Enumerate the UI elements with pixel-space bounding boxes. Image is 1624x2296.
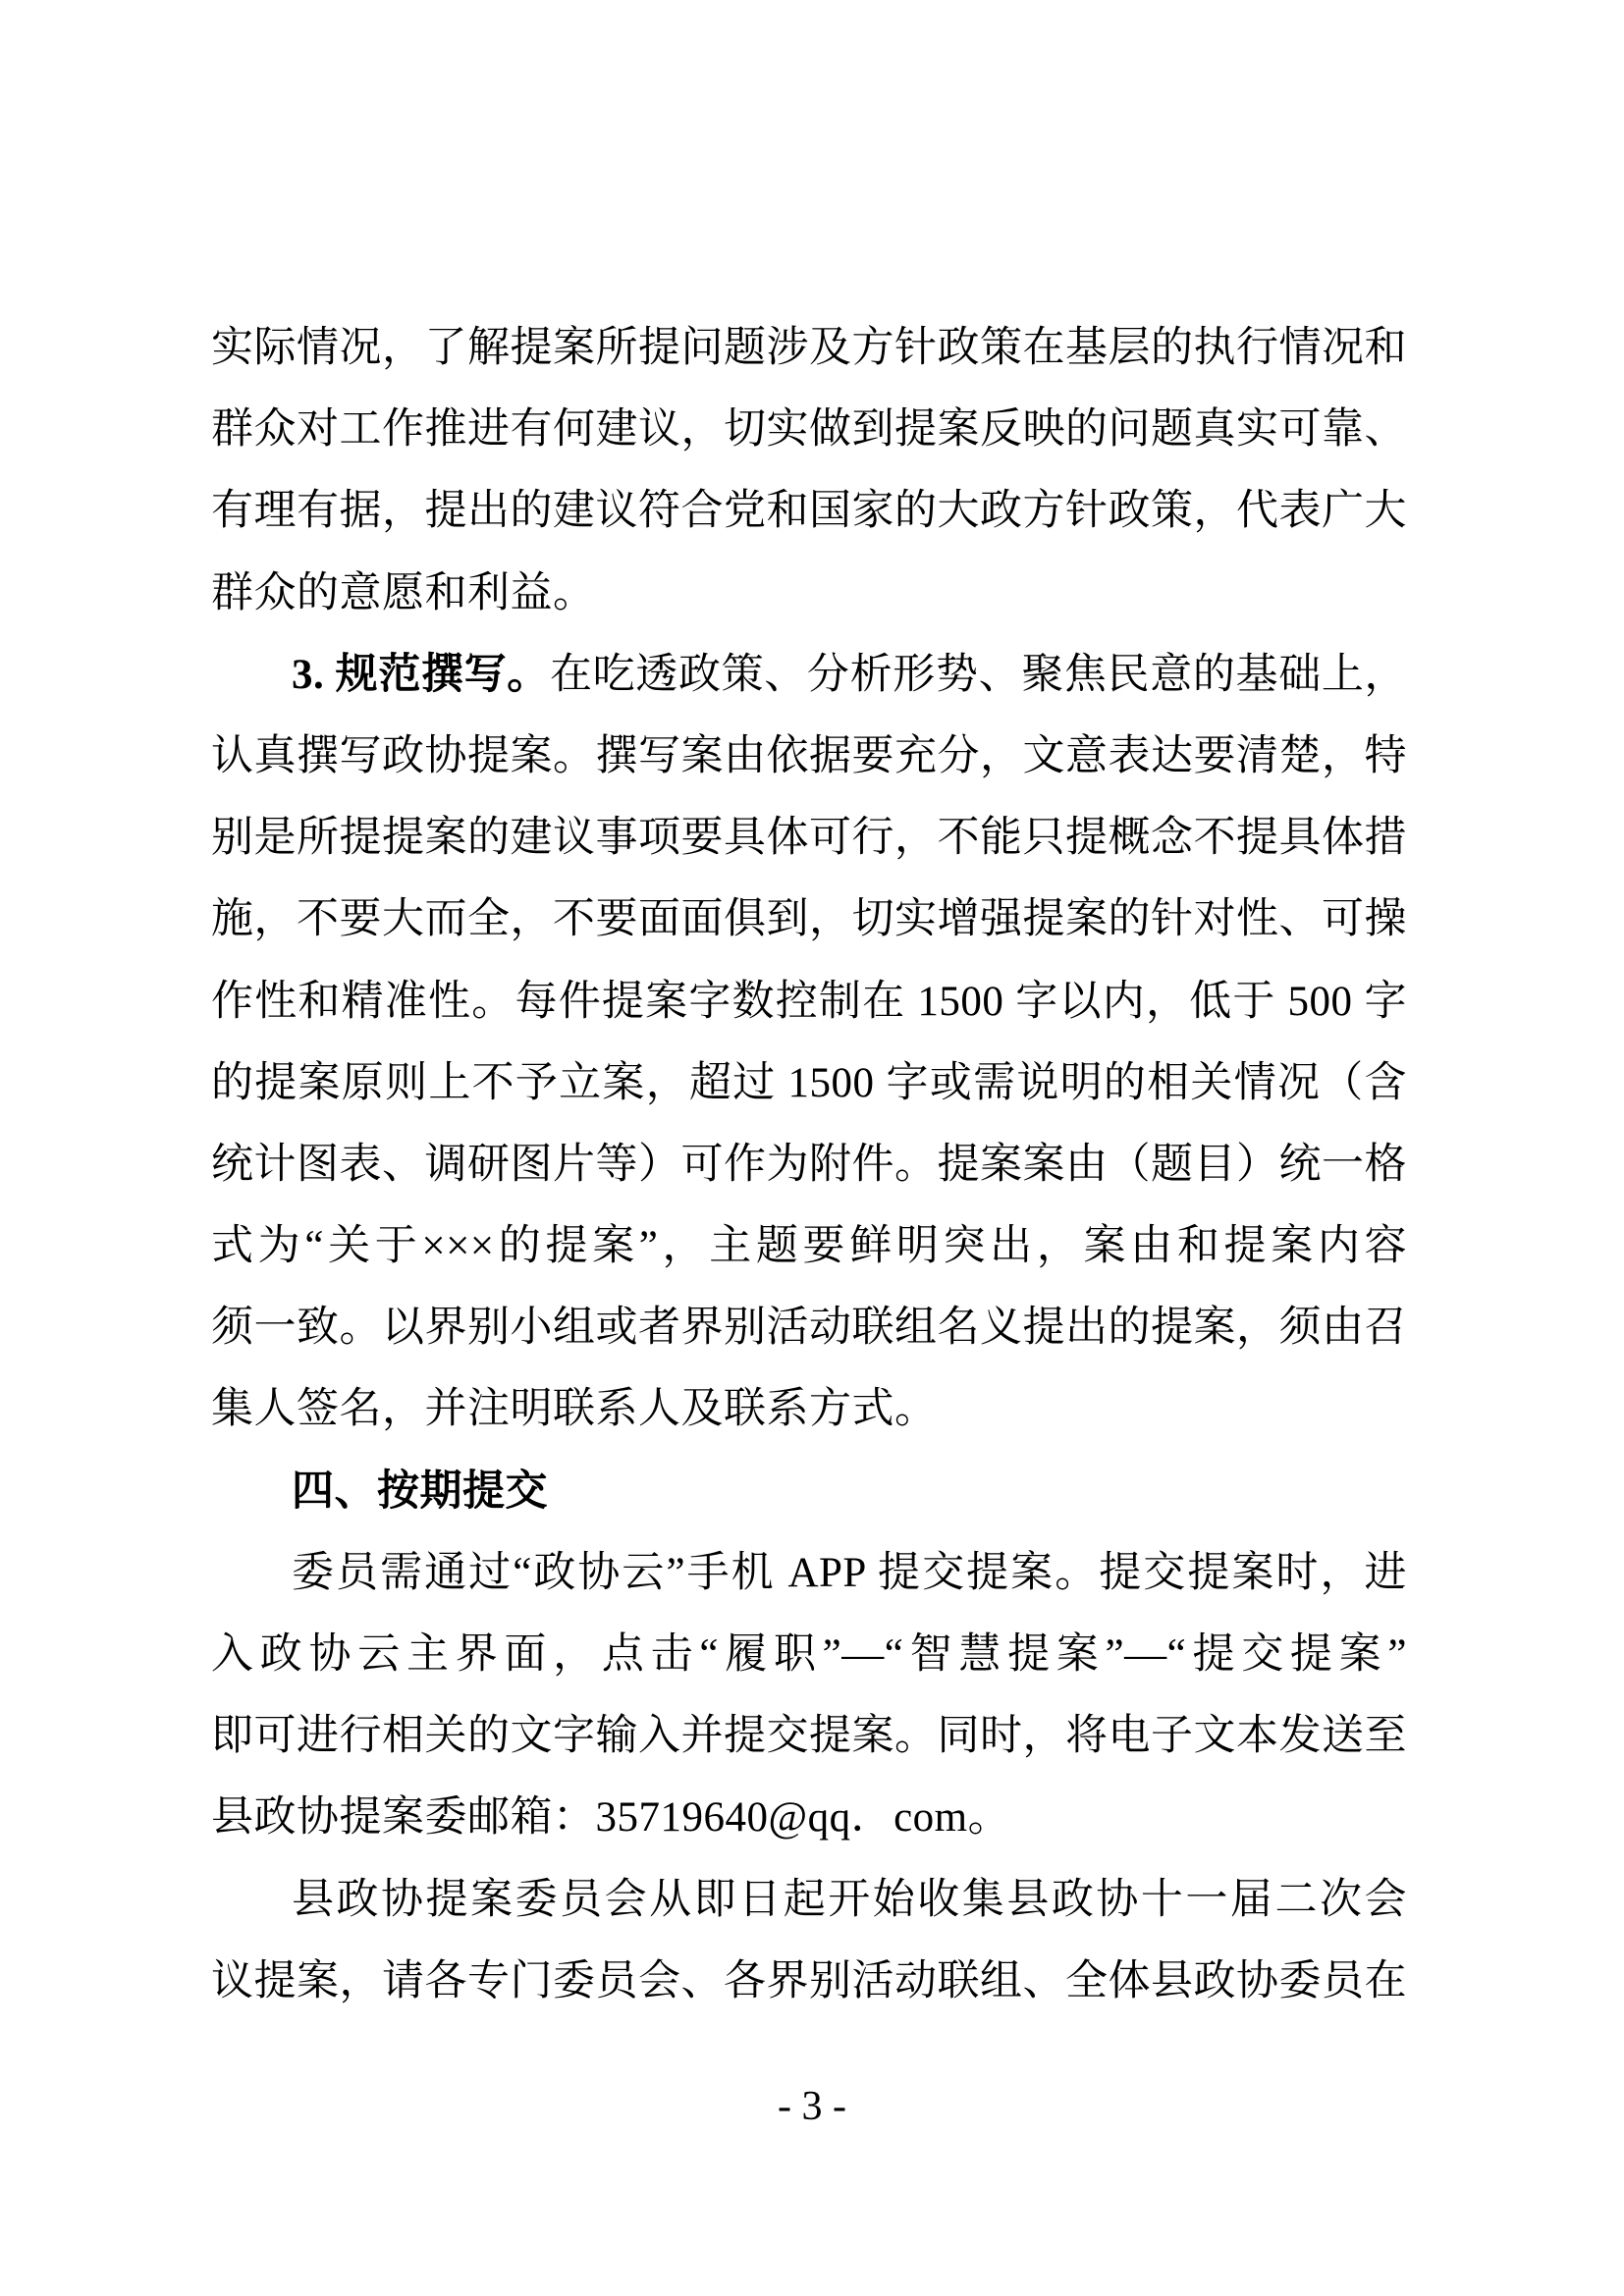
body-line: 即可进行相关的文字输入并提交提案。同时，将电子文本发送至: [211, 1713, 1407, 1760]
body-line: 须一致。以界别小组或者界别活动联组名义提出的提案，须由召: [211, 1305, 1407, 1352]
bold-run: 3. 规范撰写。: [292, 651, 550, 698]
body-line: 别是所提提案的建议事项要具体可行，不能只提概念不提具体措: [211, 815, 1407, 862]
body-line: 式为“关于×××的提案”，主题要鲜明突出，案由和提案内容: [211, 1223, 1407, 1270]
body-line: 入政协云主界面，点击“履职”—“智慧提案”—“提交提案”: [211, 1631, 1407, 1678]
page-number: - 3 -: [778, 2084, 846, 2129]
body-line: 集人签名，并注明联系人及联系方式。: [211, 1386, 938, 1433]
body-line: 统计图表、调研图片等）可作为附件。提案案由（题目）统一格: [211, 1141, 1407, 1188]
text-run: 在吃透政策、分析形势、聚焦民意的基础上，: [549, 651, 1408, 698]
body-line: 委员需通过“政协云”手机 APP 提交提案。提交提案时，进: [292, 1549, 1407, 1596]
body-line: 施，不要大而全，不要面面俱到，切实增强提案的针对性、可操: [211, 896, 1407, 943]
body-line: 县政协提案委员会从即日起开始收集县政协十一届二次会: [292, 1876, 1407, 1923]
section-heading: [211, 1451, 1407, 1532]
body-line: 议提案，请各专门委员会、各界别活动联组、全体县政协委员在: [211, 1957, 1407, 2004]
body-line: 有理有据，提出的建议符合党和国家的大政方针政策，代表广大: [211, 488, 1407, 535]
body-line: 群众对工作推进有何建议，切实做到提案反映的问题真实可靠、: [211, 406, 1407, 454]
body-line: 实际情况，了解提案所提问题涉及方针政策在基层的执行情况和: [211, 325, 1407, 371]
bold-run: 四、按期提交: [292, 1468, 548, 1515]
body-line: 的提案原则上不予立案，超过 1500 字或需说明的相关情况（含: [211, 1059, 1407, 1106]
body-line-numbered-item: [211, 634, 1407, 716]
body-line: 认真撰写政协提案。撰写案由依据要充分，文意表达要清楚，特: [211, 732, 1407, 779]
body-line: 群众的意愿和利益。: [211, 569, 596, 616]
body-line: 作性和精准性。每件提案字数控制在 1500 字以内，低于 500 字: [211, 978, 1407, 1025]
document-body: [211, 307, 1407, 2022]
body-line: 县政协提案委邮箱：35719640@qq．com。: [211, 1794, 1011, 1842]
